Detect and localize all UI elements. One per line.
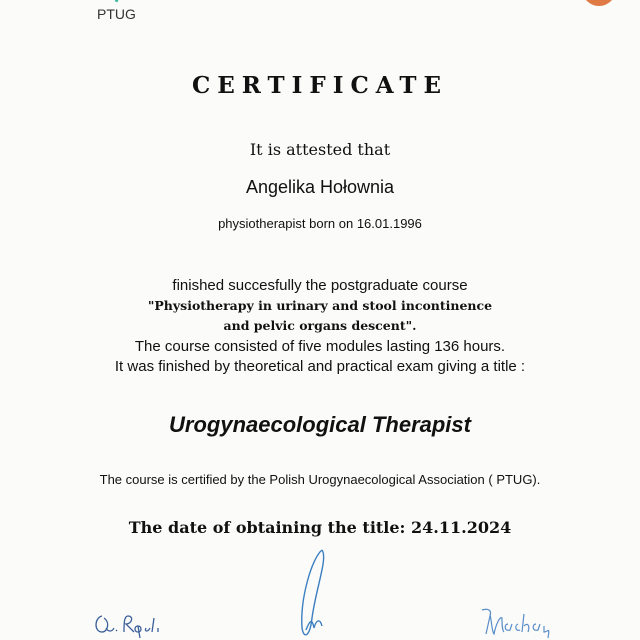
date-obtained: The date of obtaining the title: 24.11.2024 xyxy=(128,518,512,537)
degree-title: Urogynaecological Therapist xyxy=(169,412,471,437)
finished-text: finished succesfully the postgraduate course xyxy=(172,277,468,294)
recipient-name: Angelika Hołownia xyxy=(245,177,395,197)
course-name-line1: "Physiotherapy in urinary and stool incontinence xyxy=(147,298,493,313)
signature-left xyxy=(90,608,170,640)
signature-center xyxy=(292,548,342,640)
course-name-line2: and pelvic organs descent". xyxy=(223,318,417,333)
orange-logo xyxy=(582,0,616,6)
logo-mark xyxy=(115,0,121,2)
attested-text: It is attested that xyxy=(249,140,391,159)
birth-info: physiotherapist born on 16.01.1996 xyxy=(218,216,422,231)
certificate-title: CERTIFICATE xyxy=(191,72,449,99)
signature-right xyxy=(478,604,568,640)
certified-by-text: The course is certified by the Polish Urogynaecological Association ( PTUG). xyxy=(99,472,541,487)
exam-text: It was finished by theoretical and practical exam giving a title : xyxy=(114,358,526,375)
ptug-logo: PTUG xyxy=(97,6,136,22)
modules-text: The course consisted of five modules lasting 136 hours. xyxy=(134,338,506,355)
